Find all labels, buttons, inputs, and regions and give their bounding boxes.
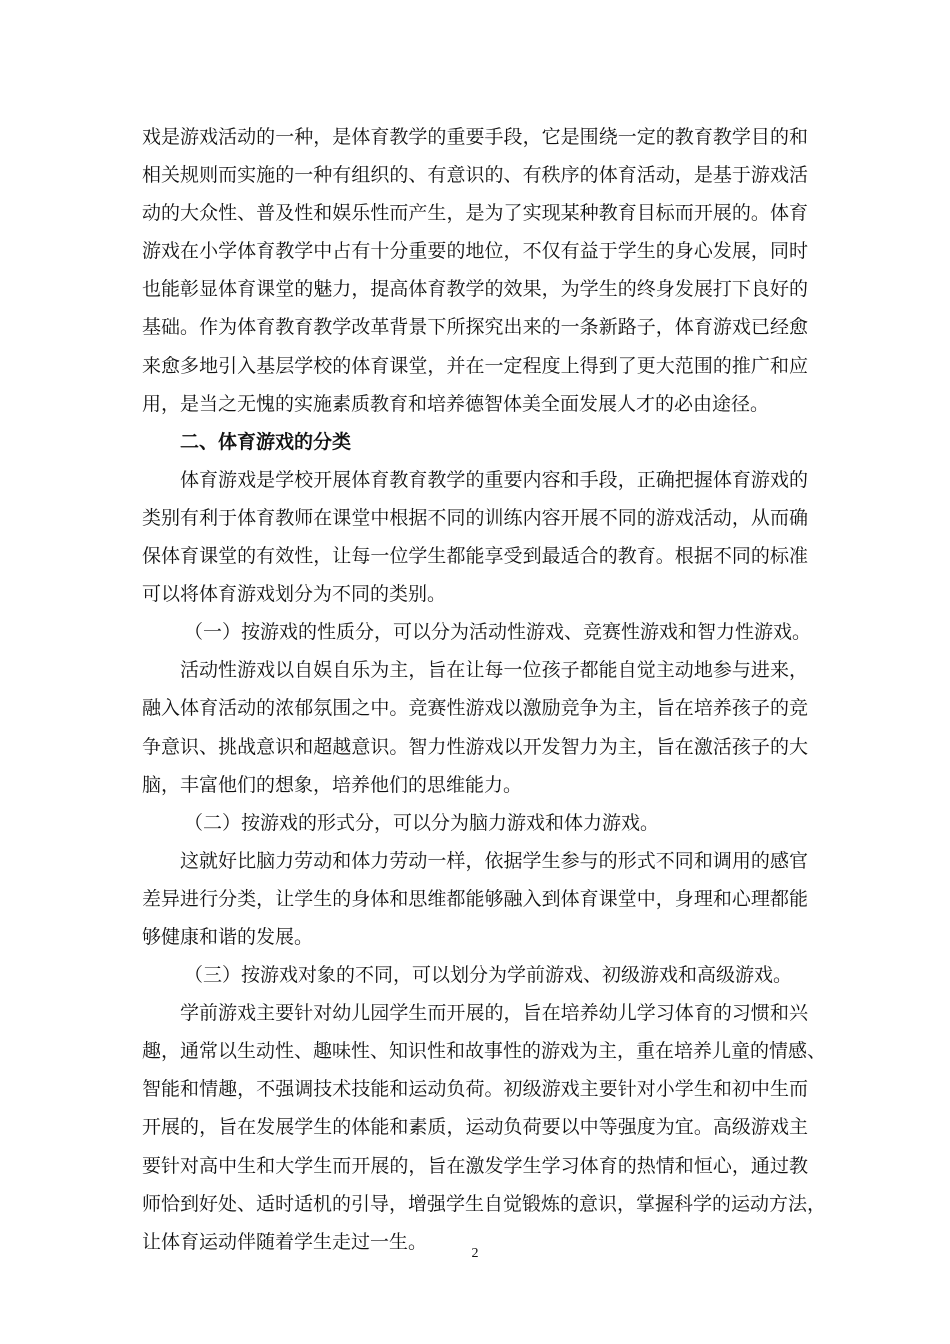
text-line: 趣，通常以生动性、趣味性、知识性和故事性的游戏为主，重在培养儿童的情感、 bbox=[142, 1040, 827, 1063]
text-line: 够健康和谐的发展。 bbox=[142, 925, 314, 948]
text-line: 智能和情趣，不强调技术技能和运动负荷。初级游戏主要针对小学生和初中生而 bbox=[142, 1078, 808, 1101]
text-line: 争意识、挑战意识和超越意识。智力性游戏以开发智力为主，旨在激活孩子的大 bbox=[142, 735, 808, 758]
document-body bbox=[142, 118, 827, 1261]
text-line: 活动性游戏以自娱自乐为主，旨在让每一位孩子都能自觉主动地参与进来， bbox=[180, 659, 808, 682]
text-line: 师恰到好处、适时适机的引导，增强学生自觉锻炼的意识，掌握科学的运动方法， bbox=[142, 1192, 827, 1215]
text-line: 让体育运动伴随着学生走过一生。 bbox=[142, 1230, 428, 1253]
subsection-heading: （三）按游戏对象的不同，可以划分为学前游戏、初级游戏和高级游戏。 bbox=[184, 964, 793, 987]
text-line: 融入体育活动的浓郁氛围之中。竞赛性游戏以激励竞争为主，旨在培养孩子的竞 bbox=[142, 697, 808, 720]
text-line: 基础。作为体育教育教学改革背景下所探究出来的一条新路子，体育游戏已经愈 bbox=[142, 316, 808, 339]
text-line: 来愈多地引入基层学校的体育课堂，并在一定程度上得到了更大范围的推广和应 bbox=[142, 354, 808, 377]
text-line: 用，是当之无愧的实施素质教育和培养德智体美全面发展人才的必由途径。 bbox=[142, 392, 770, 415]
page-number: 2 bbox=[471, 1246, 479, 1261]
text-line: 脑，丰富他们的想象，培养他们的思维能力。 bbox=[142, 773, 523, 796]
text-line: 游戏在小学体育教学中占有十分重要的地位，不仅有益于学生的身心发展，同时 bbox=[142, 240, 808, 263]
text-line: 戏是游戏活动的一种，是体育教学的重要手段，它是围绕一定的教育教学目的和 bbox=[142, 126, 808, 148]
section-heading: 二、体育游戏的分类 bbox=[180, 430, 352, 453]
text-line: 相关规则而实施的一种有组织的、有意识的、有秩序的体育活动，是基于游戏活 bbox=[142, 164, 808, 187]
text-line: 类别有利于体育教师在课堂中根据不同的训练内容开展不同的游戏活动，从而确 bbox=[142, 506, 808, 529]
text-line: 开展的，旨在发展学生的体能和素质，运动负荷要以中等强度为宜。高级游戏主 bbox=[142, 1116, 808, 1139]
subsection-heading: （一）按游戏的性质分，可以分为活动性游戏、竞赛性游戏和智力性游戏。 bbox=[184, 621, 812, 644]
text-line: 可以将体育游戏划分为不同的类别。 bbox=[142, 583, 447, 606]
text-line: 要针对高中生和大学生而开展的，旨在激发学生学习体育的热情和恒心，通过教 bbox=[142, 1154, 808, 1177]
text-line: 差异进行分类，让学生的身体和思维都能够融入到体育课堂中，身理和心理都能 bbox=[142, 887, 808, 910]
text-line: 保体育课堂的有效性，让每一位学生都能享受到最适合的教育。根据不同的标准 bbox=[142, 545, 808, 568]
text-line: 这就好比脑力劳动和体力劳动一样，依据学生参与的形式不同和调用的感官 bbox=[180, 849, 808, 872]
text-line: 也能彰显体育课堂的魅力，提高体育教学的效果，为学生的终身发展打下良好的 bbox=[142, 278, 808, 301]
text-line: 学前游戏主要针对幼儿园学生而开展的，旨在培养幼儿学习体育的习惯和兴 bbox=[180, 1002, 808, 1025]
text-line: 体育游戏是学校开展体育教育教学的重要内容和手段，正确把握体育游戏的 bbox=[180, 468, 808, 491]
subsection-heading: （二）按游戏的形式分，可以分为脑力游戏和体力游戏。 bbox=[184, 811, 660, 834]
text-line: 动的大众性、普及性和娱乐性而产生，是为了实现某种教育目标而开展的。体育 bbox=[142, 202, 808, 225]
